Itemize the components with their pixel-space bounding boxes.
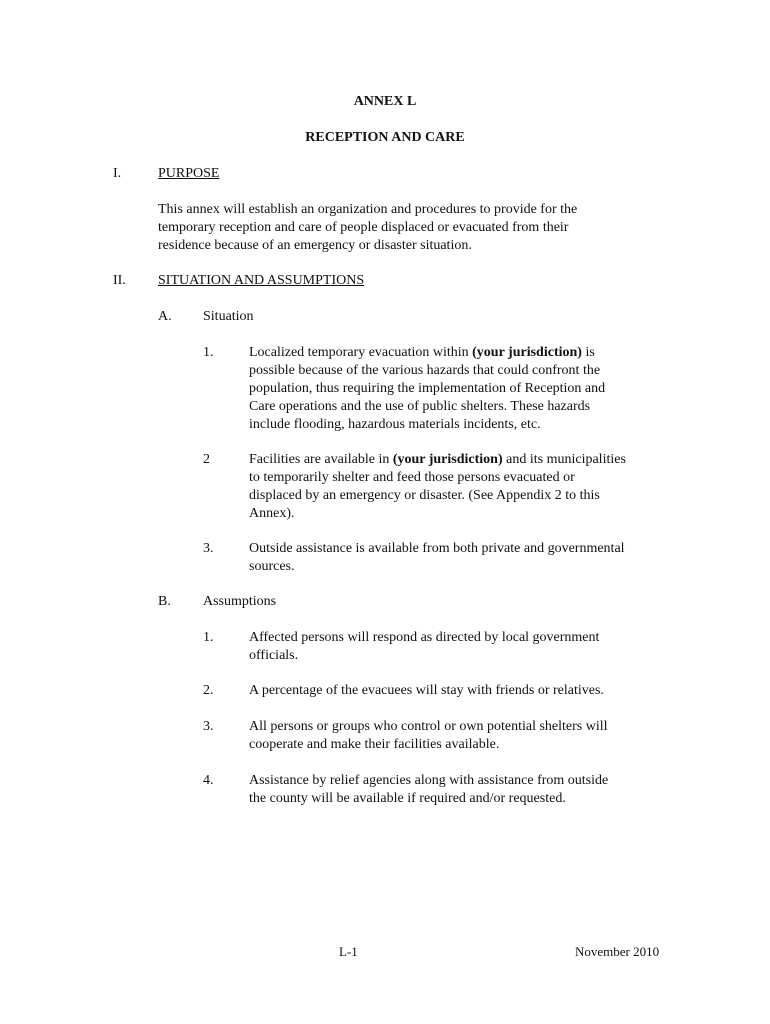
situation-item-2-number: 2 [203,452,210,467]
situation-item-1-line-4: Care operations and the use of public shelters. These hazards [249,399,591,414]
assumption-item-3-line-2: cooperate and make their facilities available. [249,737,500,752]
assumption-item-1-text [249,629,599,665]
jurisdiction-placeholder: (your jurisdiction) [472,345,582,360]
section-1-body [158,201,577,255]
situation-item-1-line-1 [249,344,605,362]
situation-item-1-line-3: population, thus requiring the implementation of Reception and [249,381,606,396]
situation-item-1-number: 1. [203,345,214,360]
assumption-item-4-number: 4. [203,773,214,788]
situation-item-3-line-2: sources. [249,559,295,574]
assumption-item-3-line-1: All persons or groups who control or own potential shelters will [249,719,608,734]
situation-item-3-line-1: Outside assistance is available from both private and governmental [249,541,625,556]
text-run: is [581,345,595,360]
assumption-item-2-number: 2. [203,683,214,698]
situation-item-2-line-2: to temporarily shelter and feed those persons evacuated or [249,470,575,485]
assumption-item-1-line-1: Affected persons will respond as directed by local government [249,630,600,645]
page-number: L-1 [339,944,358,959]
situation-item-3-number: 3. [203,541,214,556]
subsection-a-label: Situation [203,309,254,324]
situation-item-2-line-4: Annex). [249,506,295,521]
situation-item-2-line-3: displaced by an emergency or disaster. (See Appendix 2 to this [249,488,600,503]
text-run: Facilities are available in [249,452,393,467]
subsection-b-letter: B. [158,594,171,609]
text-run: Localized temporary evacuation within [249,345,473,360]
section-2-heading: SITUATION AND ASSUMPTIONS [158,273,365,288]
situation-item-1-text [249,344,605,434]
assumption-item-1-line-2: officials. [249,648,299,663]
situation-item-2-line-1 [249,451,626,469]
jurisdiction-placeholder: (your jurisdiction) [392,452,503,467]
assumption-item-4-text [249,772,608,808]
assumption-item-3-number: 3. [203,719,214,734]
assumption-item-2-line-1: A percentage of the evacuees will stay with friends or relatives. [249,683,604,698]
text-run: and its municipalities [502,452,626,467]
situation-item-3-text [249,540,625,576]
subsection-b-label: Assumptions [203,594,277,609]
situation-item-1-line-2: possible because of the various hazards that could confront the [249,363,601,378]
situation-item-1-line-5: include flooding, hazardous materials incidents, etc. [249,417,541,432]
section-1-line-2: temporary reception and care of people displaced or evacuated from their [158,220,569,235]
assumption-item-1-number: 1. [203,630,214,645]
section-1-number: I. [113,166,122,181]
footer-date: November 2010 [575,944,660,959]
section-1-line-3: residence because of an emergency or disaster situation. [158,238,472,253]
section-1-line-1: This annex will establish an organization and procedures to provide for the [158,202,578,217]
annex-title: ANNEX L [353,94,417,109]
situation-item-2-text [249,451,626,523]
subsection-a-letter: A. [158,309,172,324]
assumption-item-4-line-1: Assistance by relief agencies along with assistance from outside [249,773,609,788]
assumption-item-4-line-2: the county will be available if required and/or requested. [249,791,566,806]
section-1-heading: PURPOSE [158,166,220,181]
section-2-number: II. [113,273,126,288]
assumption-item-3-text [249,718,608,754]
annex-subtitle: RECEPTION AND CARE [305,130,465,145]
assumption-item-2-text [249,682,604,700]
